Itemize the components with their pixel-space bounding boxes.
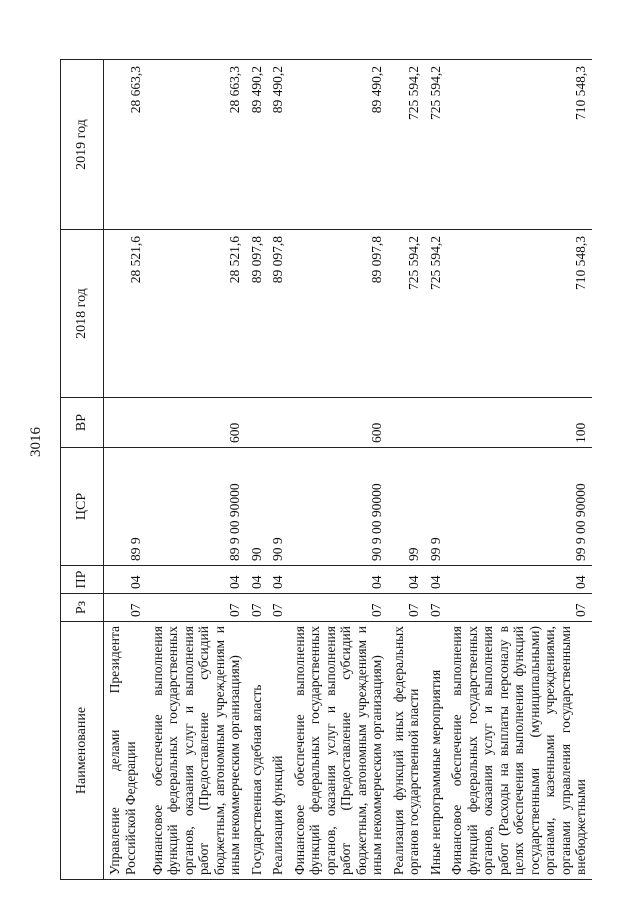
row-vr: 100 <box>446 398 592 448</box>
budget-table-container <box>60 60 605 880</box>
table-row <box>425 60 447 880</box>
row-pr: 04 <box>104 566 147 594</box>
row-pr: 04 <box>388 566 425 594</box>
row-name: Реализация функций <box>267 622 289 880</box>
row-2019: 710 548,3 <box>446 60 592 230</box>
row-vr: 600 <box>289 398 388 448</box>
row-2018: 725 594,2 <box>388 230 425 398</box>
row-name: Финансовое обеспечение выполнения функций федеральных государственных органов, оказания услуг и выполнения работ (Расходы на выплаты персоналу в целях обеспечения выполнения функций государственными (муниципальными) органами, казенными учреждениями, органами управления государственными внебюджетными <box>446 622 592 880</box>
row-name: Государственная судебная власть <box>246 622 268 880</box>
row-csr: 99 9 <box>425 448 447 566</box>
row-2018: 725 594,2 <box>425 230 447 398</box>
header-2018: 2018 год <box>61 230 104 398</box>
row-name: Реализация функций иных федеральных органов государственной власти <box>388 622 425 880</box>
row-pr: 04 <box>267 566 289 594</box>
row-2018: 89 097,8 <box>246 230 268 398</box>
row-rz: 07 <box>104 594 147 622</box>
header-rz: Рз <box>61 594 104 622</box>
table-row <box>147 60 246 880</box>
row-2019: 725 594,2 <box>425 60 447 230</box>
header-2019: 2019 год <box>61 60 104 230</box>
table-row <box>446 60 592 880</box>
header-vr: ВР <box>61 398 104 448</box>
header-pr: ПР <box>61 566 104 594</box>
budget-table <box>60 59 592 880</box>
table-row <box>246 60 268 880</box>
row-rz: 07 <box>289 594 388 622</box>
row-vr <box>425 398 447 448</box>
table-row <box>289 60 388 880</box>
row-vr <box>388 398 425 448</box>
row-name: Финансовое обеспечение выполнения функций федеральных государственных органов, оказания услуг и выполнения работ (Предоставление субсидий бюджетным, автономным учреждениям и иным некоммерческим организациям) <box>147 622 246 880</box>
row-2018: 710 548,3 <box>446 230 592 398</box>
row-rz: 07 <box>425 594 447 622</box>
row-2019: 28 663,3 <box>147 60 246 230</box>
row-name: Управление делами Президента Российской Федерации <box>104 622 147 880</box>
row-vr: 600 <box>147 398 246 448</box>
row-2019: 89 490,2 <box>267 60 289 230</box>
row-csr: 89 9 <box>104 448 147 566</box>
row-2019: 725 594,2 <box>388 60 425 230</box>
row-pr: 04 <box>289 566 388 594</box>
row-pr: 04 <box>147 566 246 594</box>
row-2018: 89 097,8 <box>289 230 388 398</box>
row-pr: 04 <box>425 566 447 594</box>
row-csr: 99 <box>388 448 425 566</box>
row-vr <box>246 398 268 448</box>
table-header-row <box>61 60 104 880</box>
row-rz: 07 <box>388 594 425 622</box>
row-csr: 99 9 00 90000 <box>446 448 592 566</box>
table-row <box>104 60 147 880</box>
row-csr: 90 9 00 90000 <box>289 448 388 566</box>
row-2018: 89 097,8 <box>267 230 289 398</box>
table-row <box>388 60 425 880</box>
header-csr: ЦСР <box>61 448 104 566</box>
row-2019: 89 490,2 <box>289 60 388 230</box>
row-pr: 04 <box>446 566 592 594</box>
row-csr: 89 9 00 90000 <box>147 448 246 566</box>
row-rz: 07 <box>147 594 246 622</box>
row-2018: 28 521,6 <box>104 230 147 398</box>
header-name: Наименование <box>61 622 104 880</box>
page-number: 3016 <box>28 427 44 457</box>
row-2019: 89 490,2 <box>246 60 268 230</box>
row-rz: 07 <box>267 594 289 622</box>
row-2019: 28 663,3 <box>104 60 147 230</box>
row-name: Иные непрограммные мероприятия <box>425 622 447 880</box>
row-vr <box>104 398 147 448</box>
row-vr <box>267 398 289 448</box>
row-csr: 90 <box>246 448 268 566</box>
row-csr: 90 9 <box>267 448 289 566</box>
row-2018: 28 521,6 <box>147 230 246 398</box>
row-pr: 04 <box>246 566 268 594</box>
row-rz: 07 <box>246 594 268 622</box>
row-name: Финансовое обеспечение выполнения функций федеральных государственных органов, оказания услуг и выполнения работ (Предоставление субсидий бюджетным, автономным учреждениям и иным некоммерческим организациям) <box>289 622 388 880</box>
row-rz: 07 <box>446 594 592 622</box>
table-row <box>267 60 289 880</box>
